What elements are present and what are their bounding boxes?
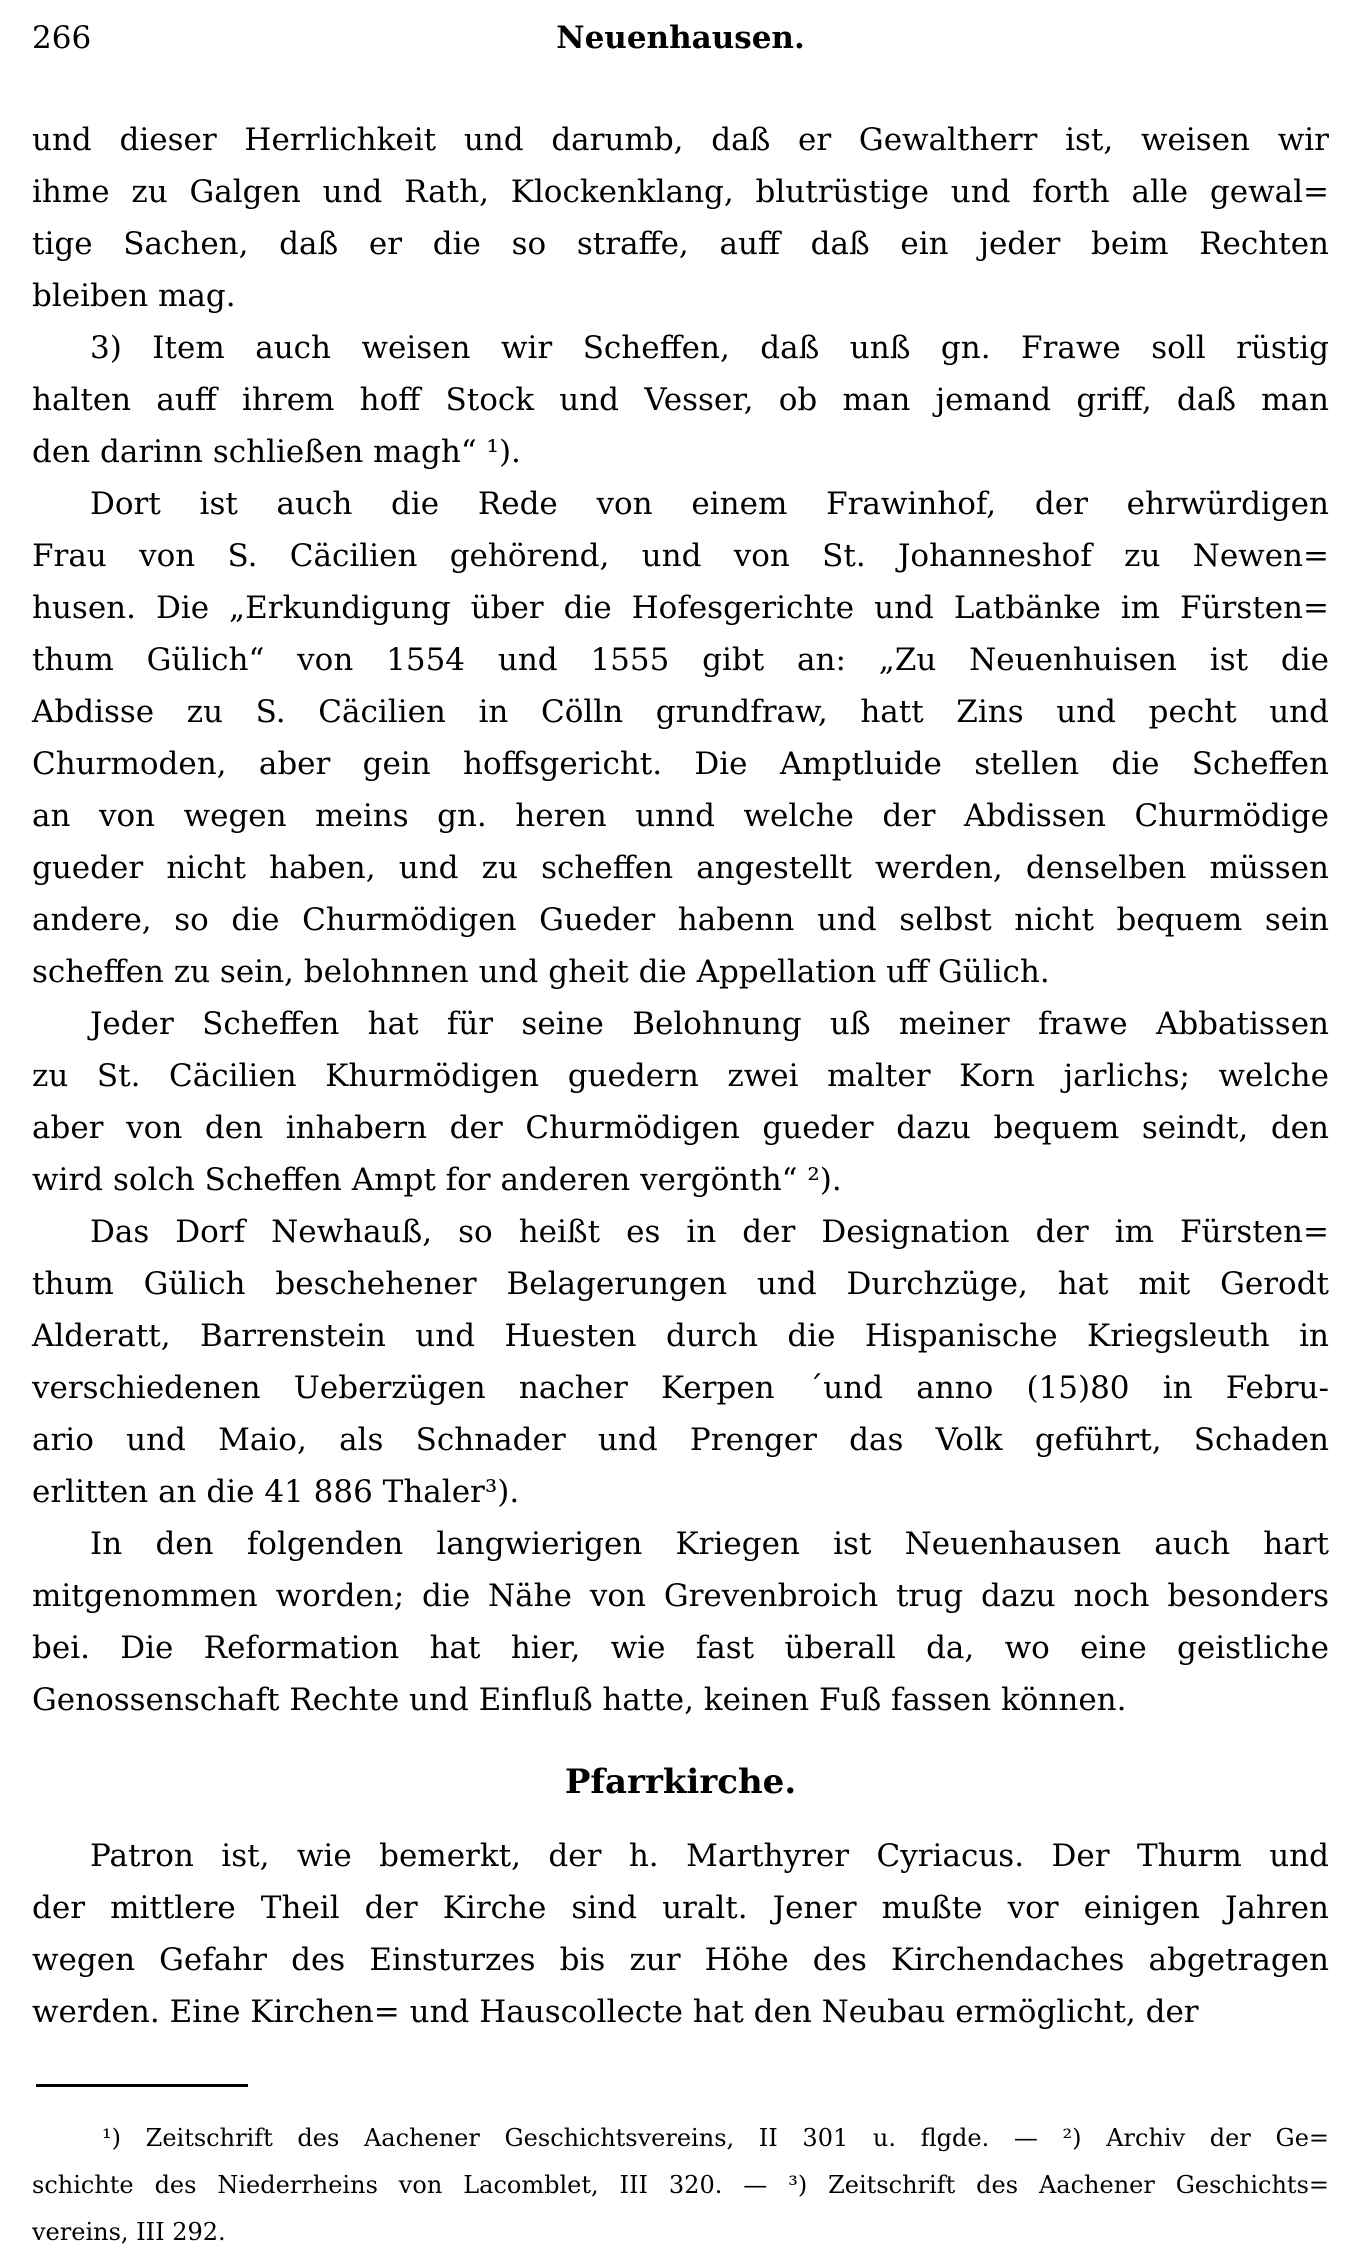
paragraph — [32, 322, 1329, 478]
text-line: aber von den inhabern der Churmödigen gueder dazu bequem seindt, den — [32, 1110, 1329, 1146]
text-line: 3) Item auch weisen wir Scheffen, daß unß gn. Frawe soll rüstig — [90, 330, 1329, 366]
page-number: 266 — [32, 20, 92, 56]
footnotes — [32, 2115, 1329, 2256]
text-line: thum Gülich“ von 1554 und 1555 gibt an: „Zu Neuenhuisen ist die — [32, 642, 1329, 678]
text-line: bei. Die Reformation hat hier, wie fast überall da, wo eine geistliche — [32, 1630, 1329, 1666]
text-line: husen. Die „Erkundigung über die Hofesgerichte und Latbänke im Fürsten= — [32, 590, 1329, 626]
text-line: den darinn schließen magh“ ¹). — [32, 434, 521, 470]
footnote-separator — [36, 2084, 248, 2087]
text-line: zu St. Cäcilien Khurmödigen guedern zwei malter Korn jarlichs; welche — [32, 1058, 1329, 1094]
text-line: wird solch Scheffen Ampt for anderen vergönth“ ²). — [32, 1162, 842, 1198]
paragraph — [32, 1206, 1329, 1518]
text-line: Churmoden, aber gein hoffsgericht. Die Amptluide stellen die Scheffen — [32, 746, 1329, 782]
text-line: und dieser Herrlichkeit und darumb, daß er Gewaltherr ist, weisen wir — [32, 122, 1329, 158]
paragraph — [32, 478, 1329, 998]
text-line: Abdisse zu S. Cäcilien in Cölln grundfraw, hatt Zins und pecht und — [32, 694, 1329, 730]
content — [32, 114, 1329, 2038]
text-line: In den folgenden langwierigen Kriegen ist Neuenhausen auch hart — [90, 1526, 1329, 1562]
text-line: ario und Maio, als Schnader und Prenger das Volk geführt, Schaden — [32, 1422, 1329, 1458]
paragraph — [32, 998, 1329, 1206]
footnote-line: ¹) Zeitschrift des Aachener Geschichtsvereins, II 301 u. flgde. — ²) Archiv der Ge= — [102, 2124, 1329, 2152]
page-header — [32, 20, 1329, 64]
text-line: Genossenschaft Rechte und Einfluß hatte, keinen Fuß fassen können. — [32, 1682, 1127, 1718]
text-line: Patron ist, wie bemerkt, der h. Marthyrer Cyriacus. Der Thurm und — [90, 1838, 1329, 1874]
text-line: tige Sachen, daß er die so straffe, auff daß ein jeder beim Rechten — [32, 226, 1329, 262]
text-line: Dort ist auch die Rede von einem Frawinhof, der ehrwürdigen — [90, 486, 1329, 522]
text-line: thum Gülich beschehener Belagerungen und Durchzüge, hat mit Gerodt — [32, 1266, 1329, 1302]
text-line: werden. Eine Kirchen= und Hauscollecte hat den Neubau ermöglicht, der — [32, 1994, 1199, 2030]
text-line: Alderatt, Barrenstein und Huesten durch die Hispanische Kriegsleuth in — [32, 1318, 1329, 1354]
text-line: Frau von S. Cäcilien gehörend, und von St. Johanneshof zu Newen= — [32, 538, 1329, 574]
text-line: gueder nicht haben, und zu scheffen angestellt werden, denselben müssen — [32, 850, 1329, 886]
text-line: Das Dorf Newhauß, so heißt es in der Designation der im Fürsten= — [90, 1214, 1329, 1250]
text-line: bleiben mag. — [32, 278, 236, 314]
paragraph — [32, 114, 1329, 322]
text-line: halten auff ihrem hoff Stock und Vesser, ob man jemand griff, daß man — [32, 382, 1329, 418]
text-line: ihme zu Galgen und Rath, Klockenklang, blutrüstige und forth alle gewal= — [32, 174, 1329, 210]
footnote-line: vereins, III 292. — [32, 2218, 226, 2246]
text-line: wegen Gefahr des Einsturzes bis zur Höhe des Kirchendaches abgetragen — [32, 1942, 1329, 1978]
text-line: Jeder Scheffen hat für seine Belohnung uß meiner frawe Abbatissen — [90, 1006, 1329, 1042]
paragraph — [32, 1830, 1329, 2038]
text-line: an von wegen meins gn. heren unnd welche der Abdissen Churmödige — [32, 798, 1329, 834]
text-line: scheffen zu sein, belohnnen und gheit die Appellation uff Gülich. — [32, 954, 1050, 990]
text-line: verschiedenen Ueberzügen nacher Kerpen ´und anno (15)80 in Febru- — [32, 1370, 1329, 1406]
footnote-line: schichte des Niederrheins von Lacomblet, III 320. — ³) Zeitschrift des Aachener Geschichts= — [32, 2171, 1329, 2199]
running-head: Neuenhausen. — [556, 20, 805, 56]
section-heading: Pfarrkirche. — [564, 1762, 797, 1802]
paragraph — [32, 1518, 1329, 1726]
text-line: der mittlere Theil der Kirche sind uralt. Jener mußte vor einigen Jahren — [32, 1890, 1329, 1926]
text-line: andere, so die Churmödigen Gueder habenn und selbst nicht bequem sein — [32, 902, 1329, 938]
text-line: erlitten an die 41 886 Thaler³). — [32, 1474, 520, 1510]
text-line: mitgenommen worden; die Nähe von Grevenbroich trug dazu noch besonders — [32, 1578, 1329, 1614]
